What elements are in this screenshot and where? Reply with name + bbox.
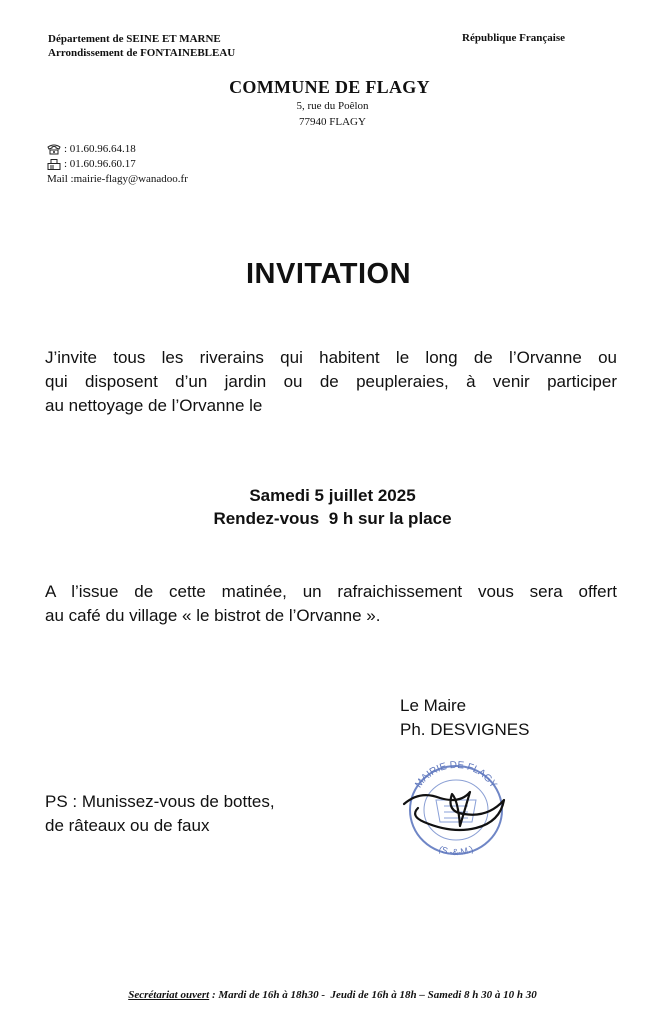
closing-line: au café du village « le bistrot de l’Orvanne ». xyxy=(45,606,381,625)
fax-icon xyxy=(47,159,61,170)
footer-label: Secrétariat ouvert xyxy=(128,989,210,1001)
header-left xyxy=(48,32,235,60)
event-block xyxy=(0,484,665,530)
mairie-stamp xyxy=(400,760,512,858)
closing-line: A l’issue de cette matinée, un rafraichissement vous sera offert xyxy=(45,582,617,601)
commune-city: 77940 FLAGY xyxy=(299,116,366,128)
event-date: Samedi 5 juillet 2025 xyxy=(249,486,416,505)
page-title: INVITATION xyxy=(245,258,412,290)
stamp-top-text: MAIRIE DE FLAGY xyxy=(413,760,499,791)
ps-line: PS : Munissez-vous de bottes, xyxy=(45,792,275,811)
mail-address: Mail :mairie-flagy@wanadoo.fr xyxy=(47,173,188,185)
signature-role: Le Maire xyxy=(400,696,467,715)
footer-hours: : Mardi de 16h à 18h30 - Jeudi de 16h à 18h – Samedi 8 h 30 à 10 h 30 xyxy=(209,989,537,1001)
svg-text:MAIRIE DE FLAGY xyxy=(413,760,499,790)
ps-line: de râteaux ou de faux xyxy=(45,816,210,835)
fax-row xyxy=(47,157,188,172)
event-rendezvous: Rendez-vous 9 h sur la place xyxy=(213,509,452,528)
commune-block xyxy=(0,77,665,129)
commune-name: COMMUNE DE FLAGY xyxy=(229,77,430,97)
svg-text:(S.-&-M.) xyxy=(437,844,474,857)
commune-street: 5, rue du Poêlon xyxy=(296,100,369,112)
handwritten-signature xyxy=(404,792,504,830)
stamp-bottom-text: (S.-&-M.) xyxy=(437,843,475,858)
fax-number: : 01.60.96.60.17 xyxy=(64,158,136,170)
signature-name: Ph. DESVIGNES xyxy=(400,720,530,739)
footer xyxy=(0,989,665,1001)
phone-number: : 01.60.96.64.18 xyxy=(64,143,136,155)
body-line: au nettoyage de l’Orvanne le xyxy=(45,396,263,415)
ps-block xyxy=(45,790,275,838)
signature-block xyxy=(400,694,529,742)
telephone-icon xyxy=(47,144,61,155)
closing-body xyxy=(45,580,617,628)
republique: République Française xyxy=(462,32,565,44)
invitation-body xyxy=(45,346,617,418)
body-line: qui disposent d’un jardin ou de peupleraies, à venir participer xyxy=(45,372,617,391)
arrondissement: Arrondissement de FONTAINEBLEAU xyxy=(48,47,236,59)
departement: Département de SEINE ET MARNE xyxy=(48,33,221,45)
phone-row xyxy=(47,142,188,157)
contact-block xyxy=(47,142,188,187)
body-line: J’invite tous les riverains qui habitent le long de l’Orvanne ou xyxy=(45,348,617,367)
